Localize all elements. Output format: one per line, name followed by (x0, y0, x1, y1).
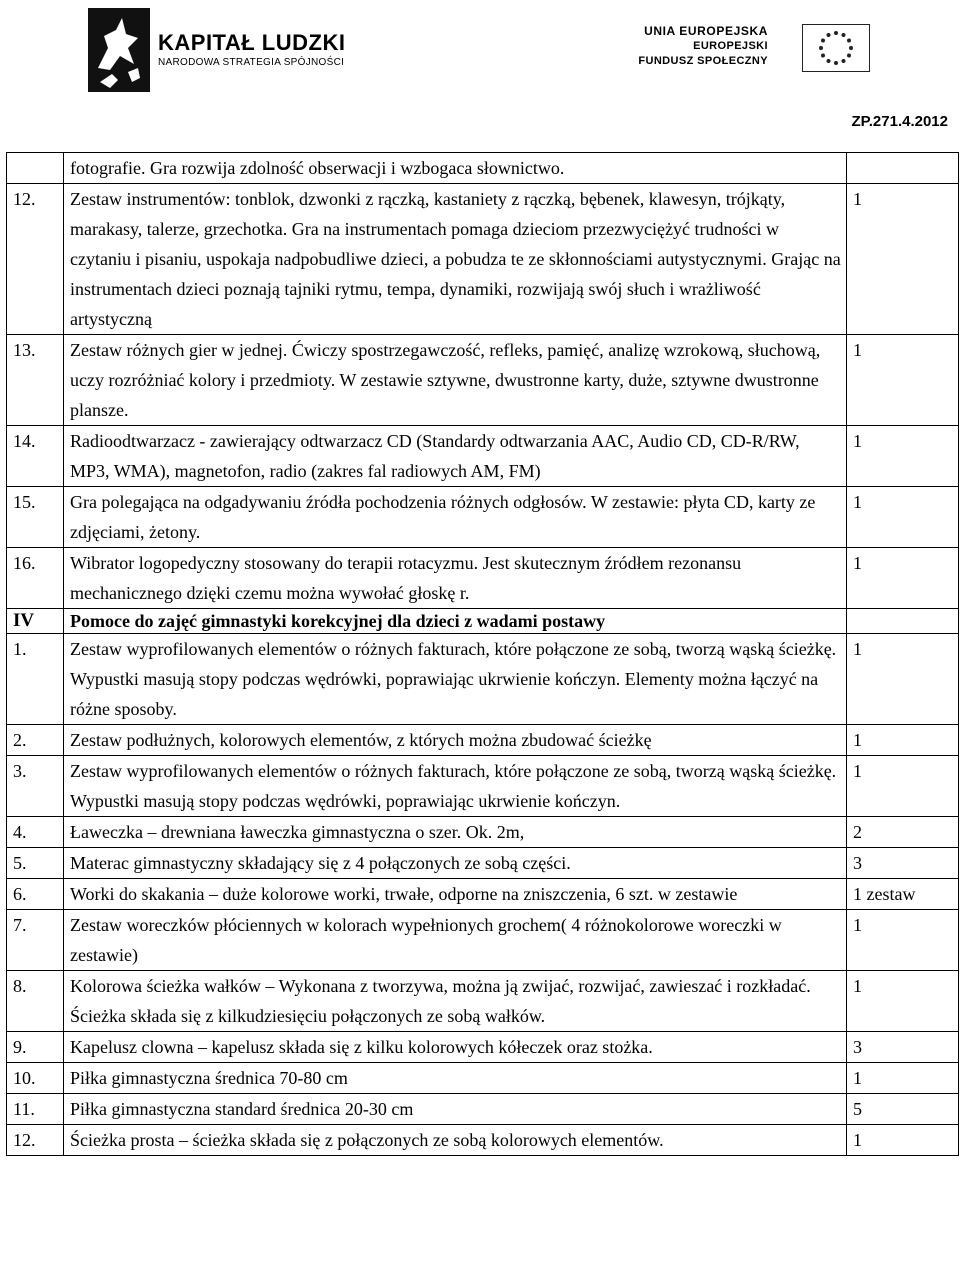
row-description: Zestaw różnych gier w jednej. Ćwiczy spostrzegawczość, refleks, pamięć, analizę wzrokową, słuchową, uczy rozróżniać kolory i przedmioty. W zestawie sztywne, dwustronne karty, duże, sztywne dwustronne plansze. (64, 335, 847, 426)
row-description: Zestaw woreczków płóciennych w kolorach wypełnionych grochem( 4 różnokolorowe woreczki w zestawie) (64, 910, 847, 971)
row-quantity: 1 (847, 971, 959, 1032)
row-number: 5. (7, 848, 64, 879)
row-description: fotografie. Gra rozwija zdolność obserwacji i wzbogaca słownictwo. (64, 153, 847, 184)
eu-star-icon (847, 54, 851, 58)
table-row (7, 910, 959, 971)
table-row (7, 848, 959, 879)
table-row (7, 153, 959, 184)
table-row (7, 879, 959, 910)
section-header-row (7, 609, 959, 634)
eu-star-icon (821, 39, 825, 43)
row-number: 4. (7, 817, 64, 848)
eu-star-icon (834, 61, 838, 65)
row-description: Gra polegająca na odgadywaniu źródła pochodzenia różnych odgłosów. W zestawie: płyta CD, karty ze zdjęciami, żetony. (64, 487, 847, 548)
row-number: 3. (7, 756, 64, 817)
row-quantity: 1 zestaw (847, 879, 959, 910)
table-row (7, 487, 959, 548)
row-number: 8. (7, 971, 64, 1032)
row-description: Wibrator logopedyczny stosowany do terapii rotacyzmu. Jest skutecznym źródłem rezonansu mechanicznego dzięki czemu można wywołać głoskę r. (64, 548, 847, 609)
eu-logo (638, 24, 888, 84)
row-number: 15. (7, 487, 64, 548)
kapital-ludzki-title: KAPITAŁ LUDZKI (158, 30, 346, 55)
table-row (7, 1094, 959, 1125)
table-row (7, 756, 959, 817)
eu-flag-icon (802, 24, 870, 72)
table-row (7, 426, 959, 487)
row-quantity: 1 (847, 184, 959, 335)
row-number: 16. (7, 548, 64, 609)
row-description: Zestaw podłużnych, kolorowych elementów, z których można zbudować ścieżkę (64, 725, 847, 756)
row-number: 13. (7, 335, 64, 426)
eu-line-3: FUNDUSZ SPOŁECZNY (638, 55, 768, 67)
kapital-ludzki-text (158, 32, 345, 68)
row-description: Radioodtwarzacz - zawierający odtwarzacz CD (Standardy odtwarzania AAC, Audio CD, CD-R/RW, MP3, WMA), magnetofon, radio (zakres fal radiowych AM, FM) (64, 426, 847, 487)
row-number: 1. (7, 634, 64, 725)
kapital-ludzki-emblem-icon (88, 8, 150, 92)
row-quantity: 1 (847, 634, 959, 725)
row-description: Piłka gimnastyczna standard średnica 20-30 cm (64, 1094, 847, 1125)
row-number: 2. (7, 725, 64, 756)
row-quantity: 3 (847, 848, 959, 879)
row-description: Kolorowa ścieżka wałków – Wykonana z tworzywa, można ją zwijać, rozwijać, zawieszać i rozkładać. Ścieżka składa się z kilkudziesięciu połączonych ze sobą wałków. (64, 971, 847, 1032)
row-number: 10. (7, 1063, 64, 1094)
row-number: 7. (7, 910, 64, 971)
row-description: Pomoce do zajęć gimnastyki korekcyjnej dla dzieci z wadami postawy (64, 609, 847, 634)
row-quantity: 3 (847, 1032, 959, 1063)
row-number (7, 153, 64, 184)
eu-star-icon (842, 59, 846, 63)
table-row (7, 725, 959, 756)
row-description: Materac gimnastyczny składający się z 4 połączonych ze sobą części. (64, 848, 847, 879)
row-quantity: 1 (847, 756, 959, 817)
eu-star-icon (847, 39, 851, 43)
row-description: Zestaw instrumentów: tonblok, dzwonki z rączką, kastaniety z rączką, bębenek, klawesyn, trójkąty, marakasy, talerze, grzechotka. Gra na instrumentach pomaga dzieciom przezwyciężyć trudności w czytaniu i pisaniu, uspokaja nadpobudliwe dzieci, a pobudza te ze skłonnościami autystycznymi. Grając na instrumentach dzieci poznają tajniki rytmu, tempa, dynamiki, rozwijają swój słuch i wrażliwość artystyczną (64, 184, 847, 335)
document-reference: ZP.271.4.2012 (851, 113, 948, 130)
row-description: Ścieżka prosta – ścieżka składa się z połączonych ze sobą kolorowych elementów. (64, 1125, 847, 1156)
row-number: 6. (7, 879, 64, 910)
row-number: 11. (7, 1094, 64, 1125)
table-row (7, 335, 959, 426)
row-quantity (847, 153, 959, 184)
row-quantity: 1 (847, 1063, 959, 1094)
eu-star-icon (834, 31, 838, 35)
row-number: 14. (7, 426, 64, 487)
kapital-ludzki-subtitle: NARODOWA STRATEGIA SPÓJNOŚCI (158, 57, 345, 68)
table-row (7, 817, 959, 848)
table-row (7, 634, 959, 725)
eu-star-icon (821, 54, 825, 58)
row-description: Zestaw wyprofilowanych elementów o różnych fakturach, które połączone ze sobą, tworzą wąską ścieżkę. Wypustki masują stopy podczas wędrówki, poprawiając ukrwienie kończyn. (64, 756, 847, 817)
row-quantity: 1 (847, 1125, 959, 1156)
row-description: Worki do skakania – duże kolorowe worki, trwałe, odporne na zniszczenia, 6 szt. w zestawie (64, 879, 847, 910)
eu-star-icon (849, 46, 853, 50)
table-row (7, 971, 959, 1032)
table-row (7, 184, 959, 335)
row-quantity: 1 (847, 910, 959, 971)
eu-star-icon (827, 33, 831, 37)
eu-star-icon (819, 46, 823, 50)
kapital-ludzki-logo (88, 8, 348, 92)
row-quantity: 1 (847, 426, 959, 487)
row-number: 12. (7, 184, 64, 335)
row-number: IV (7, 609, 64, 634)
eu-star-icon (827, 59, 831, 63)
row-description: Zestaw wyprofilowanych elementów o różnych fakturach, które połączone ze sobą, tworzą wąską ścieżkę. Wypustki masują stopy podczas wędrówki, poprawiając ukrwienie kończyn. Elementy można łączyć na różne sposoby. (64, 634, 847, 725)
row-quantity: 1 (847, 548, 959, 609)
row-quantity: 2 (847, 817, 959, 848)
table-row (7, 1032, 959, 1063)
row-description: Kapelusz clowna – kapelusz składa się z kilku kolorowych kółeczek oraz stożka. (64, 1032, 847, 1063)
row-description: Ławeczka – drewniana ławeczka gimnastyczna o szer. Ok. 2m, (64, 817, 847, 848)
eu-line-2: EUROPEJSKI (693, 40, 768, 52)
page-header (0, 0, 960, 150)
row-quantity: 5 (847, 1094, 959, 1125)
table-row (7, 1125, 959, 1156)
row-description: Piłka gimnastyczna średnica 70-80 cm (64, 1063, 847, 1094)
row-number: 9. (7, 1032, 64, 1063)
eu-star-icon (842, 33, 846, 37)
row-quantity: 1 (847, 487, 959, 548)
eu-line-1: UNIA EUROPEJSKA (644, 24, 768, 38)
row-quantity: 1 (847, 335, 959, 426)
items-table (6, 152, 959, 1156)
table-row (7, 1063, 959, 1094)
eu-logo-text (638, 24, 768, 69)
row-number: 12. (7, 1125, 64, 1156)
table-row (7, 548, 959, 609)
row-quantity: 1 (847, 725, 959, 756)
row-quantity (847, 609, 959, 634)
